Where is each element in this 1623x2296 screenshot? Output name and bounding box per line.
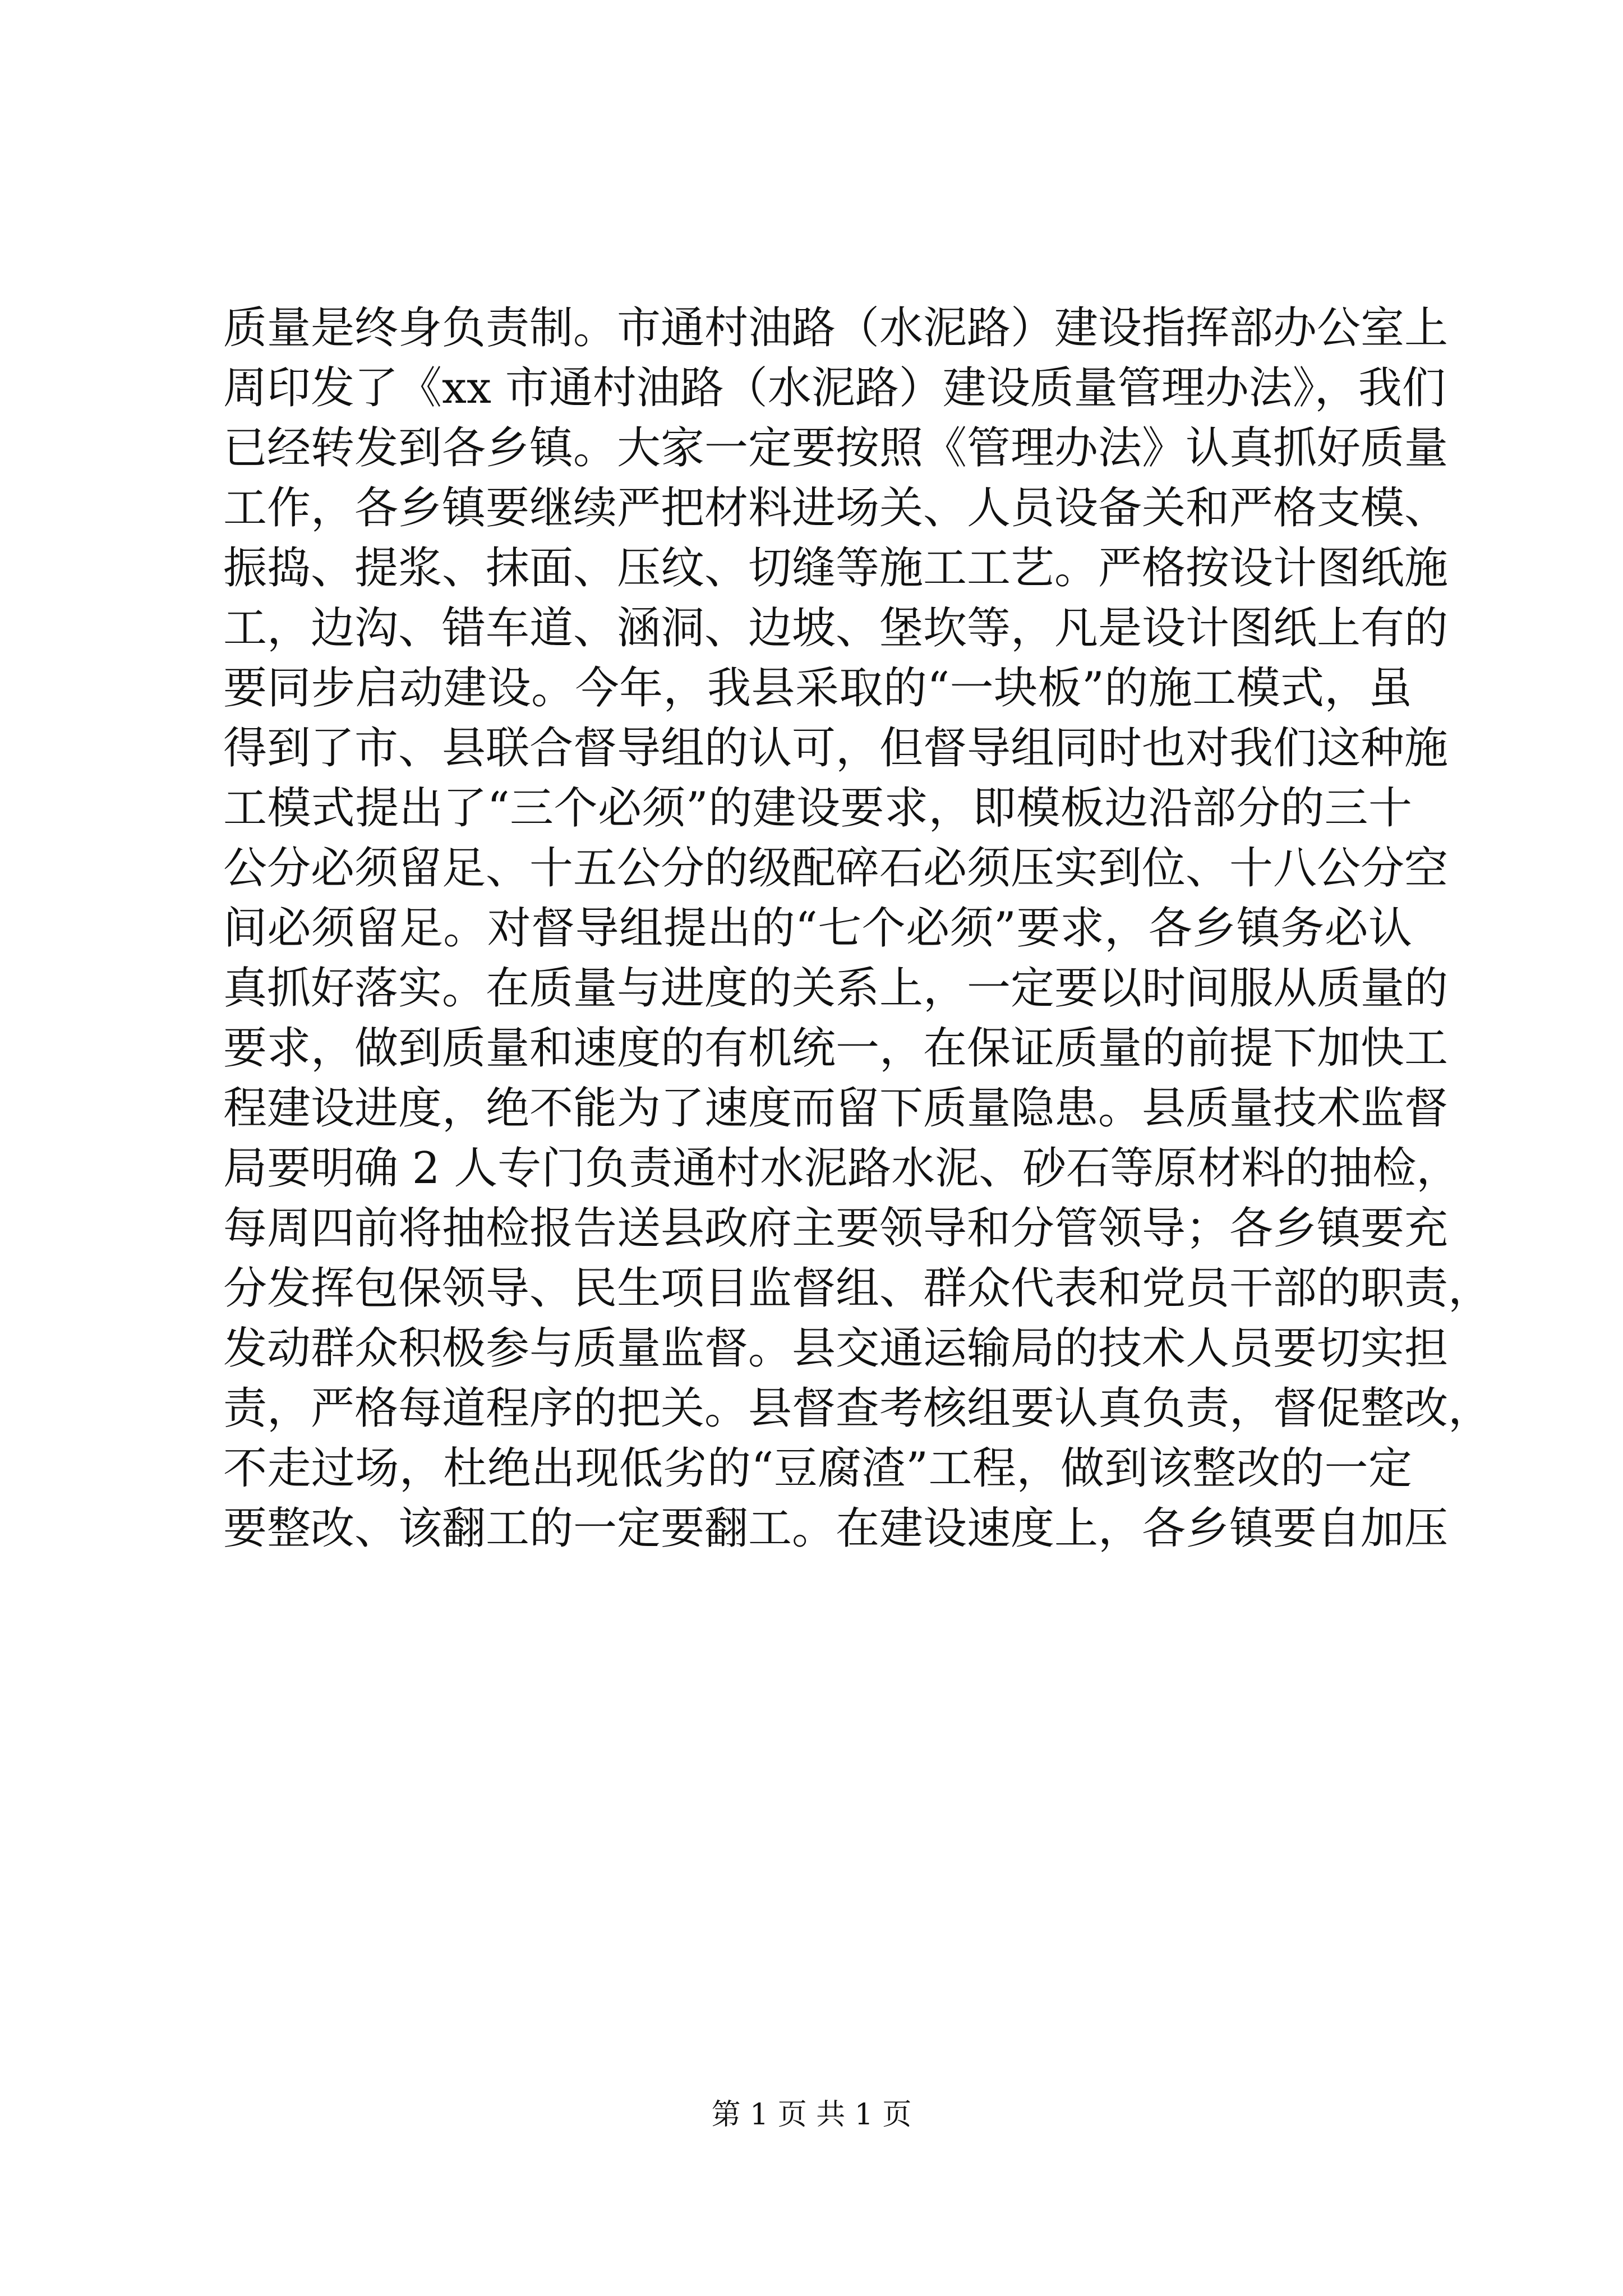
- text-line: 分发挥包保领导、民生项目监督组、群众代表和党员干部的职责，: [223, 1263, 1492, 1314]
- text-line: 工作，各乡镇要继续严把材料进场关、人员设备关和严格支模、: [223, 483, 1449, 533]
- text-line: 程建设进度，绝不能为了速度而留下质量隐患。县质量技术监督: [223, 1083, 1449, 1134]
- text-line: 发动群众积极参与质量监督。县交通运输局的技术人员要切实担: [223, 1323, 1449, 1374]
- page-number-footer: 第 1 页 共 1 页: [711, 2098, 912, 2132]
- text-line: 振捣、提浆、抹面、压纹、切缝等施工工艺。严格按设计图纸施: [223, 543, 1449, 593]
- text-line: 每周四前将抽检报告送县政府主要领导和分管领导；各乡镇要充: [223, 1203, 1449, 1254]
- text-line: 质量是终身负责制。市通村油路（水泥路）建设指挥部办公室上: [223, 303, 1449, 353]
- text-line: 要整改、该翻工的一定要翻工。在建设速度上，各乡镇要自加压: [223, 1503, 1449, 1554]
- text-line: 周印发了《xx 市通村油路（水泥路）建设质量管理办法》，我们: [223, 363, 1446, 413]
- text-line: 不走过场，杜绝出现低劣的“豆腐渣”工程，做到该整改的一定: [223, 1443, 1412, 1494]
- text-line: 得到了市、县联合督导组的认可，但督导组同时也对我们这种施: [223, 723, 1449, 774]
- text-line: 公分必须留足、十五公分的级配碎石必须压实到位、十八公分空: [223, 843, 1449, 894]
- text-line: 已经转发到各乡镇。大家一定要按照《管理办法》认真抓好质量: [223, 423, 1449, 473]
- text-line: 局要明确 2 人专门负责通村水泥路水泥、砂石等原材料的抽检，: [223, 1143, 1460, 1194]
- text-line: 要求，做到质量和速度的有机统一，在保证质量的前提下加快工: [223, 1023, 1449, 1074]
- text-line: 工，边沟、错车道、涵洞、边坡、堡坎等，凡是设计图纸上有的: [223, 603, 1449, 654]
- body-text: [223, 298, 1492, 1559]
- text-line: 工模式提出了“三个必须”的建设要求，即模板边沿部分的三十: [223, 783, 1412, 834]
- text-line: 真抓好落实。在质量与进度的关系上，一定要以时间服从质量的: [223, 963, 1449, 1014]
- text-line: 要同步启动建设。今年，我县采取的“一块板”的施工模式，虽: [223, 663, 1412, 714]
- text-line: 间必须留足。对督导组提出的“七个必须”要求，各乡镇务必认: [223, 903, 1412, 954]
- text-line: 责，严格每道程序的把关。县督查考核组要认真负责，督促整改，: [223, 1383, 1492, 1434]
